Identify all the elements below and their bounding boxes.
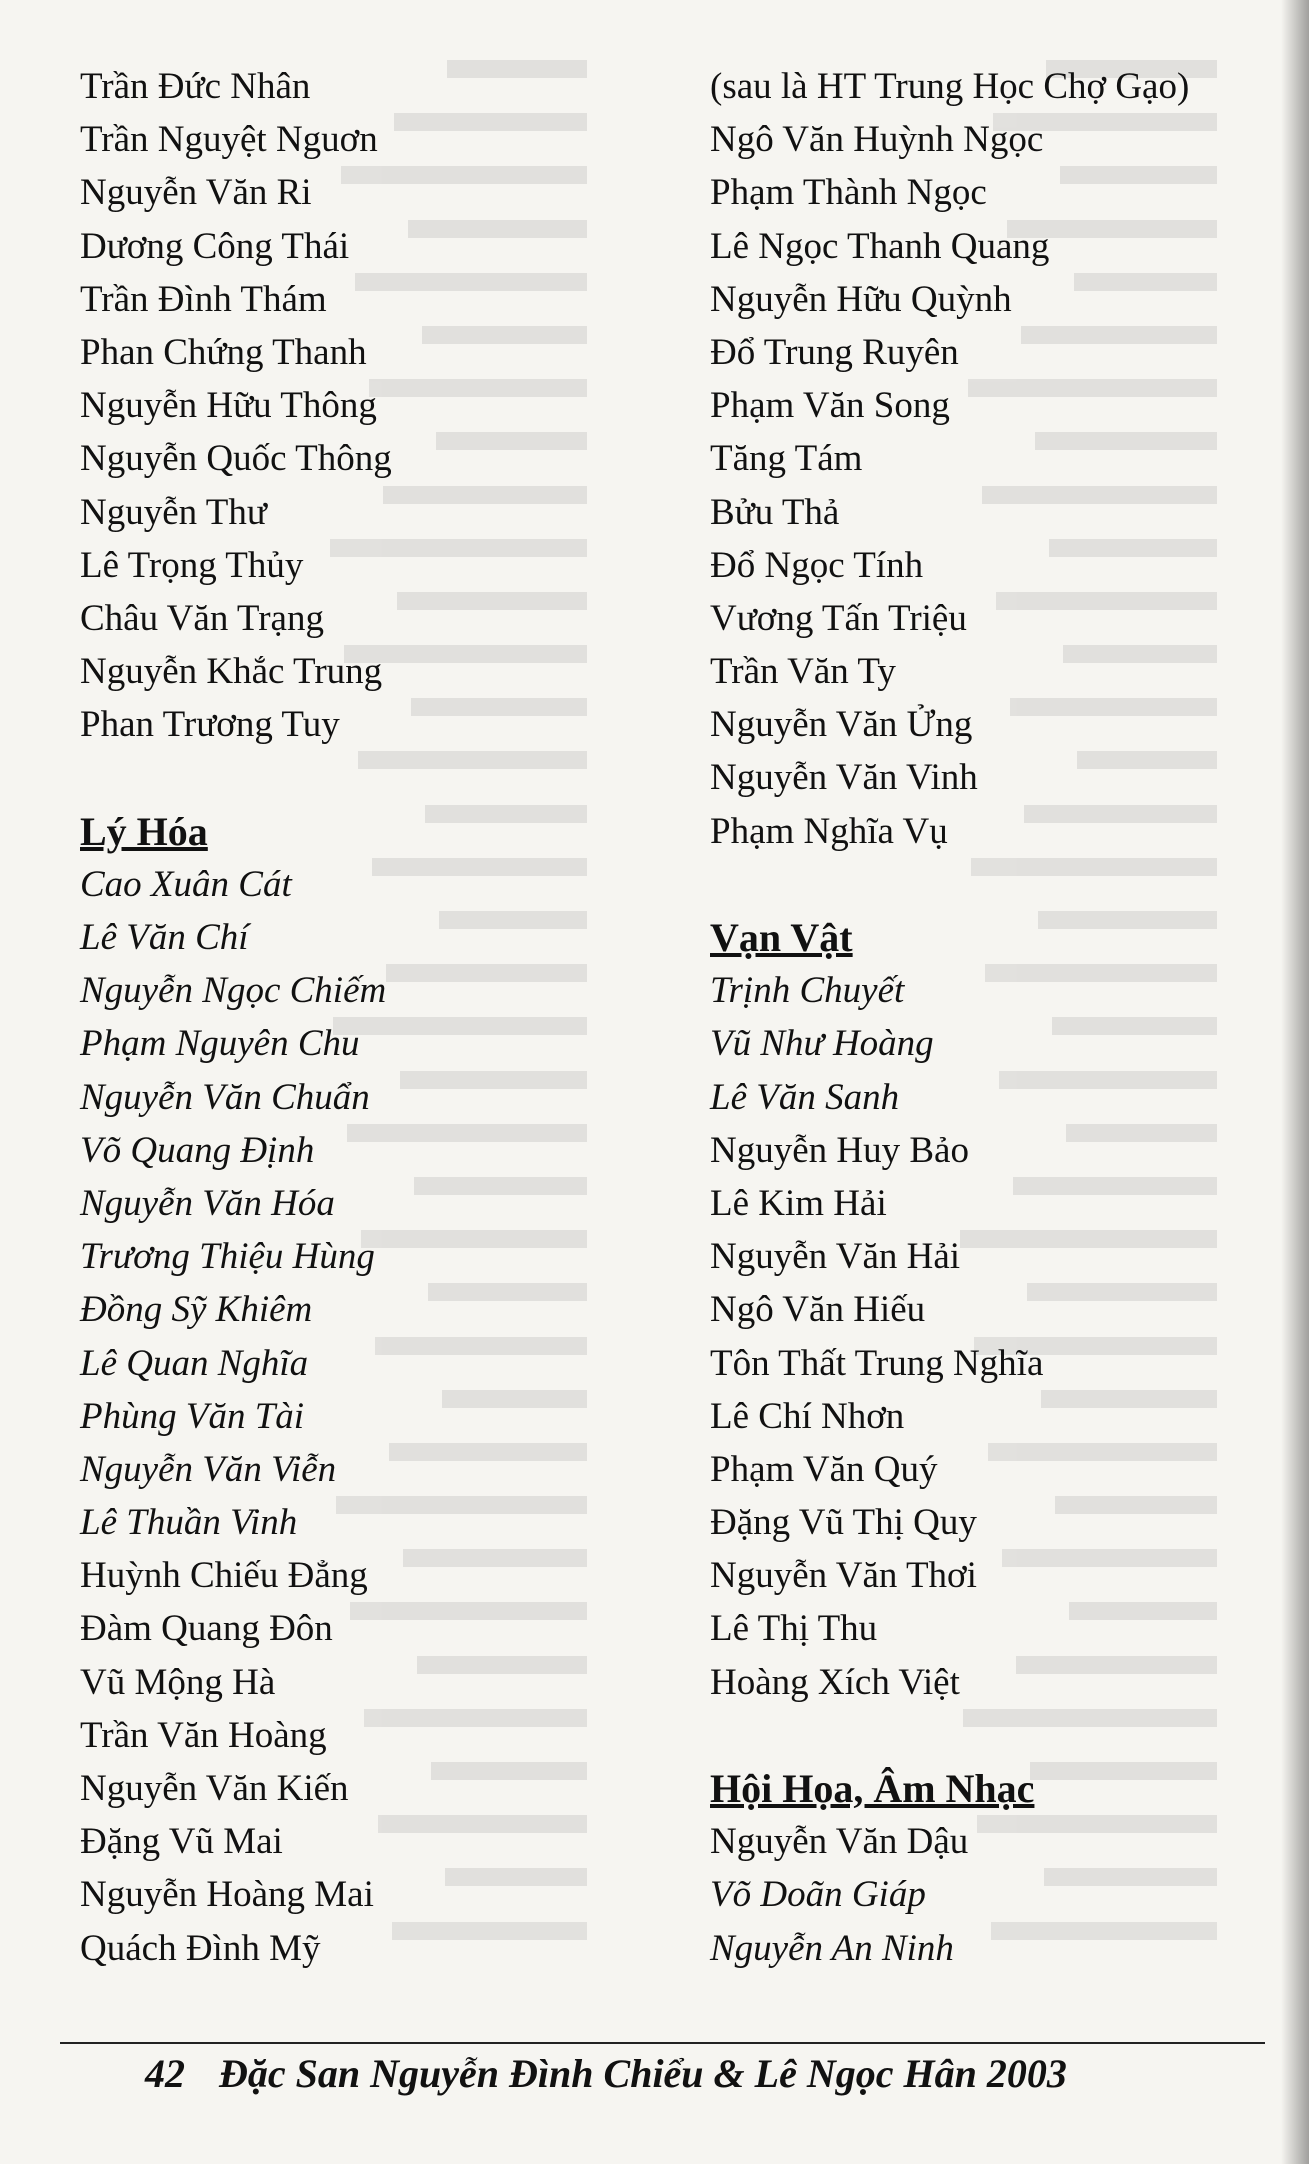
list-item: Vương Tấn Triệu <box>710 597 967 639</box>
list-item: Trần Đức Nhân <box>80 66 311 107</box>
list-item: Lê Kim Hải <box>710 1182 887 1224</box>
hoi-hoa-italic-name-list <box>710 1868 1300 1974</box>
left-top-name-list <box>80 60 640 751</box>
list-item: Đặng Vũ Mai <box>80 1821 283 1863</box>
van-vat-name-list <box>710 1124 1300 1709</box>
list-item: Trần Đình Thám <box>80 278 327 320</box>
list-item: Lê Thuần Vinh <box>80 1502 298 1544</box>
list-item: Đồng Sỹ Khiêm <box>80 1289 313 1331</box>
list-item: Nguyễn Văn Thơi <box>710 1555 977 1597</box>
list-item: Nguyễn Khắc Trung <box>80 651 383 693</box>
list-item: Lê Ngọc Thanh Quang <box>710 225 1050 267</box>
list-item: Phạm Văn Song <box>710 385 950 427</box>
list-item: Trần Văn Ty <box>710 651 896 693</box>
list-item: Đàm Quang Đôn <box>80 1608 333 1650</box>
list-item: Phạm Nguyên Chu <box>80 1023 360 1065</box>
list-item: Dương Công Thái <box>80 225 350 267</box>
list-item: Nguyễn Văn Viễn <box>80 1448 337 1490</box>
list-item: Nguyễn Thư <box>80 491 267 533</box>
list-item: Vũ Mộng Hà <box>80 1661 276 1703</box>
list-item: Nguyễn Văn Kiến <box>80 1768 349 1809</box>
list-item: Nguyễn Văn Vinh <box>710 757 978 799</box>
list-item: Trương Thiệu Hùng <box>80 1236 375 1278</box>
ly-hoa-italic-name-list <box>80 858 640 1549</box>
list-item: Châu Văn Trạng <box>80 597 324 639</box>
page-edge-shadow <box>1281 0 1309 2164</box>
list-item: (sau là HT Trung Học Chợ Gạo) <box>710 66 1190 107</box>
list-item: Nguyễn Hoàng Mai <box>80 1874 374 1916</box>
footer-divider <box>60 2042 1265 2044</box>
list-item: Nguyễn Quốc Thông <box>80 438 392 480</box>
list-item: Lê Văn Sanh <box>710 1076 900 1118</box>
list-item: Ngô Văn Huỳnh Ngọc <box>710 119 1044 161</box>
section-spacer <box>710 858 1300 911</box>
list-item: Phạm Nghĩa Vụ <box>710 810 948 852</box>
list-item: Phan Chứng Thanh <box>80 331 367 373</box>
ly-hoa-name-list <box>80 1549 640 1975</box>
left-column <box>80 60 640 1975</box>
right-column <box>710 60 1300 1975</box>
page-number: 42 <box>145 2051 185 2096</box>
list-item: Đổ Ngọc Tính <box>710 544 924 586</box>
list-item: Đổ Trung Ruyên <box>710 331 959 373</box>
list-item: Lê Văn Chí <box>80 917 249 958</box>
list-item: Phạm Thành Ngọc <box>710 172 987 214</box>
list-item: Phan Trương Tuy <box>80 704 340 746</box>
section-spacer <box>80 751 640 804</box>
section-spacer <box>710 1709 1300 1762</box>
list-item: Võ Quang Định <box>80 1129 315 1171</box>
list-item: Cao Xuân Cát <box>80 863 292 905</box>
hoi-hoa-name-list <box>710 1815 1300 1868</box>
list-item: Nguyễn Hữu Thông <box>80 385 377 427</box>
list-item: Đặng Vũ Thị Quy <box>710 1502 977 1544</box>
list-item: Vũ Như Hoàng <box>710 1023 934 1065</box>
list-item: Nguyễn An Ninh <box>710 1927 954 1969</box>
section-heading-ly-hoa: Lý Hóa <box>80 808 208 854</box>
list-item: Trần Nguyệt Nguơn <box>80 119 378 161</box>
list-item: Ngô Văn Hiếu <box>710 1289 926 1331</box>
publication-title: Đặc San Nguyễn Đình Chiểu & Lê Ngọc Hân 2003 <box>219 2051 1067 2096</box>
section-heading-hoi-hoa-am-nhac: Hội Họa, Âm Nhạc <box>710 1766 1035 1811</box>
page-footer <box>145 2050 1067 2097</box>
list-item: Lê Quan Nghĩa <box>80 1342 309 1384</box>
list-item: Nguyễn Ngọc Chiếm <box>80 970 387 1012</box>
right-top-name-list <box>710 60 1300 858</box>
list-item: Nguyễn Huy Bảo <box>710 1129 969 1171</box>
list-item: Phùng Văn Tài <box>80 1395 305 1437</box>
list-item: Nguyễn Văn Chuẩn <box>80 1076 370 1118</box>
van-vat-italic-name-list <box>710 964 1300 1124</box>
list-item: Trần Văn Hoàng <box>80 1714 327 1756</box>
list-item: Phạm Văn Quý <box>710 1448 938 1490</box>
list-item: Võ Doãn Giáp <box>710 1874 926 1916</box>
list-item: Trịnh Chuyết <box>710 970 905 1012</box>
list-item: Nguyễn Văn Hải <box>710 1236 961 1278</box>
list-item: Huỳnh Chiếu Đẳng <box>80 1555 368 1597</box>
list-item: Tăng Tám <box>710 438 863 480</box>
list-item: Lê Chí Nhơn <box>710 1395 905 1437</box>
list-item: Hoàng Xích Việt <box>710 1661 960 1703</box>
list-item: Quách Đình Mỹ <box>80 1927 321 1969</box>
list-item: Nguyễn Văn Dậu <box>710 1821 969 1863</box>
list-item: Lê Trọng Thủy <box>80 544 304 586</box>
section-heading-van-vat: Vạn Vật <box>710 915 853 960</box>
list-item: Bửu Thả <box>710 491 840 533</box>
list-item: Nguyễn Văn Hóa <box>80 1182 335 1224</box>
list-item: Nguyễn Hữu Quỳnh <box>710 278 1012 320</box>
list-item: Nguyễn Văn Ri <box>80 172 312 214</box>
list-item: Lê Thị Thu <box>710 1608 878 1650</box>
list-item: Tôn Thất Trung Nghĩa <box>710 1342 1044 1384</box>
list-item: Nguyễn Văn Ửng <box>710 704 973 746</box>
